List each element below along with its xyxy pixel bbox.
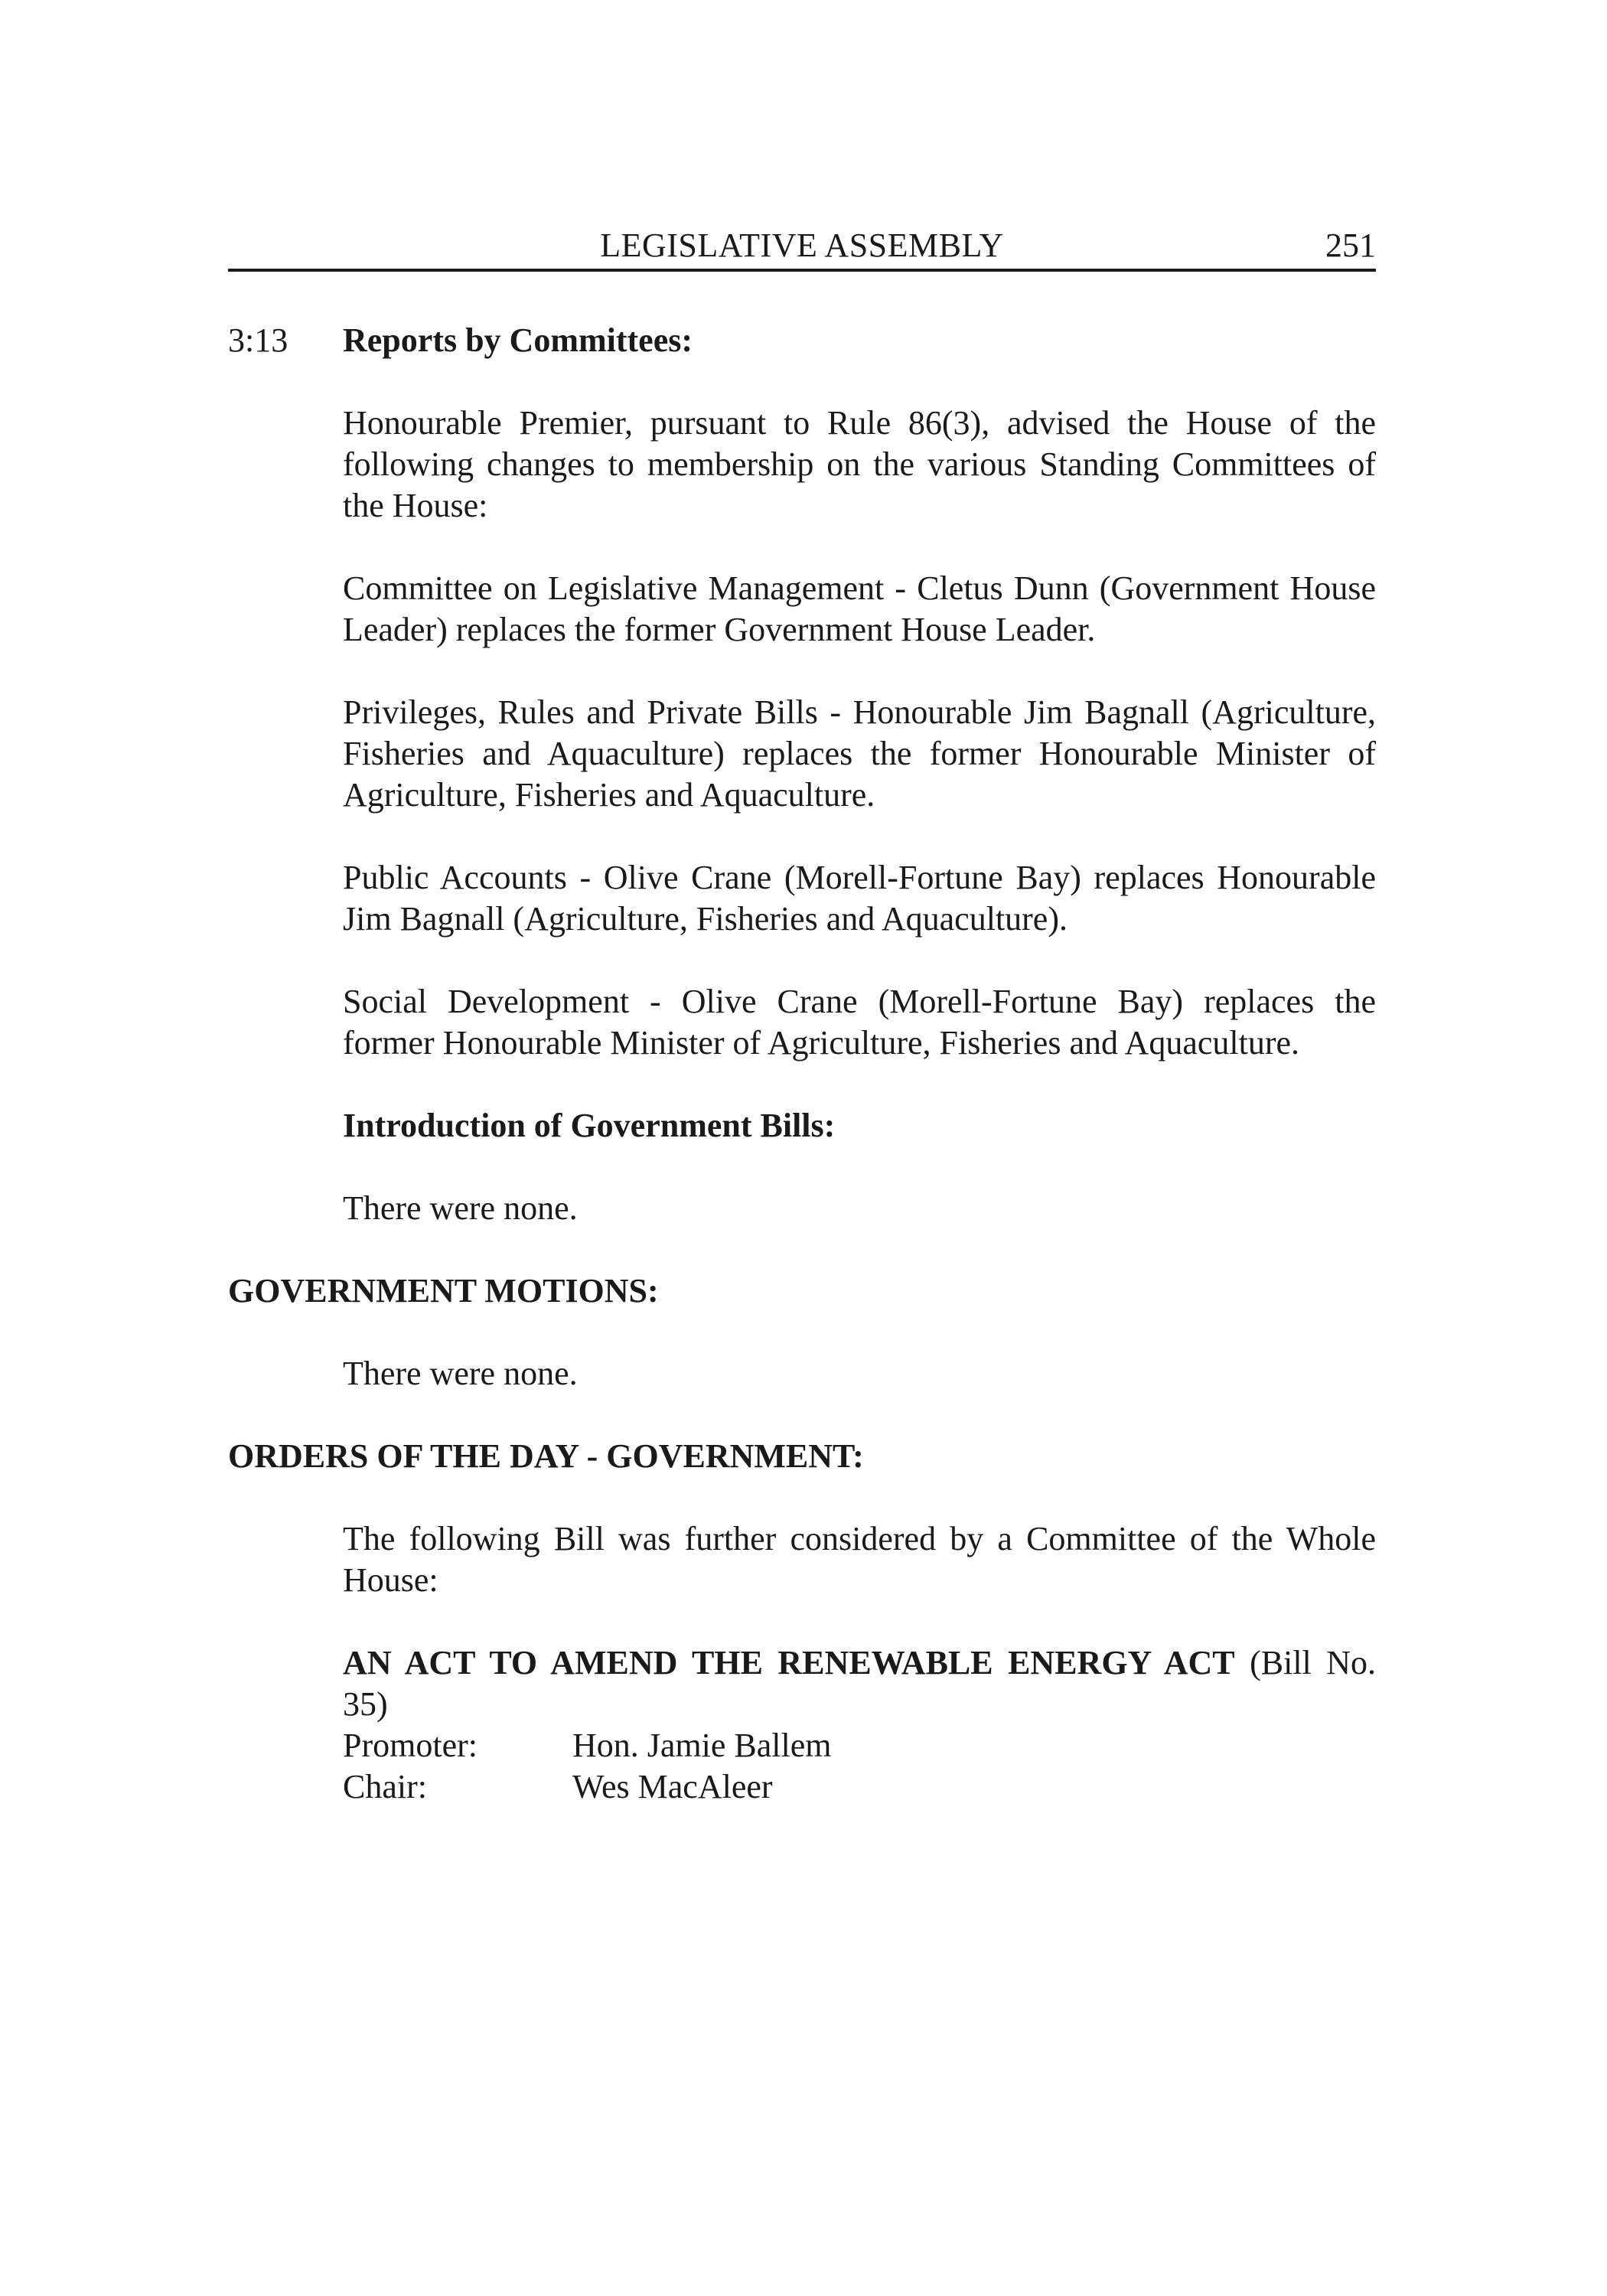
gov-motions-heading: GOVERNMENT MOTIONS:	[228, 1272, 659, 1309]
orders-text: The following Bill was further considered by a Committee of the Whole House:	[343, 1520, 1376, 1599]
committee-change-item: Privileges, Rules and Private Bills - Honourable Jim Bagnall (Agriculture, Fisheries and Aquaculture) replaces the former Honourable Minister of Agriculture, Fisheries and Aquaculture.	[343, 693, 1376, 814]
page-number: 251	[1325, 227, 1376, 264]
entry-time: 3:13	[228, 321, 288, 359]
promoter-label: Promoter:	[343, 1727, 478, 1764]
committee-change-item: Committee on Legislative Management - Cletus Dunn (Government House Leader) replaces the former Government House Leader.	[343, 569, 1376, 648]
promoter-value: Hon. Jamie Ballem	[572, 1727, 832, 1764]
bill-number-second: 35)	[343, 1685, 388, 1723]
bill-number-first: (Bill No.	[1250, 1644, 1377, 1681]
committee-change-item: Social Development - Olive Crane (Morell-Fortune Bay) replaces the former Honourable Minister of Agriculture, Fisheries and Aquaculture.	[343, 983, 1376, 1062]
intro-bills-text: There were none.	[343, 1189, 578, 1227]
bill-title-line	[343, 1642, 1376, 1684]
intro-bills-heading: Introduction of Government Bills:	[343, 1107, 836, 1144]
committee-change-item: Public Accounts - Olive Crane (Morell-Fortune Bay) replaces Honourable Jim Bagnall (Agriculture, Fisheries and Aquaculture).	[343, 859, 1376, 938]
reports-intro: Honourable Premier, pursuant to Rule 86(3), advised the House of the following changes to membership on the various Standing Committees of the House:	[343, 404, 1376, 524]
chair-value: Wes MacAleer	[572, 1768, 773, 1805]
chair-label: Chair:	[343, 1768, 427, 1805]
reports-heading: Reports by Committees:	[343, 321, 693, 359]
gov-motions-text: There were none.	[343, 1355, 578, 1392]
header-title: LEGISLATIVE ASSEMBLY	[600, 227, 1004, 264]
running-header	[228, 226, 1376, 272]
bill-title: AN ACT TO AMEND THE RENEWABLE ENERGY ACT	[343, 1644, 1235, 1681]
orders-heading: ORDERS OF THE DAY - GOVERNMENT:	[228, 1437, 864, 1475]
